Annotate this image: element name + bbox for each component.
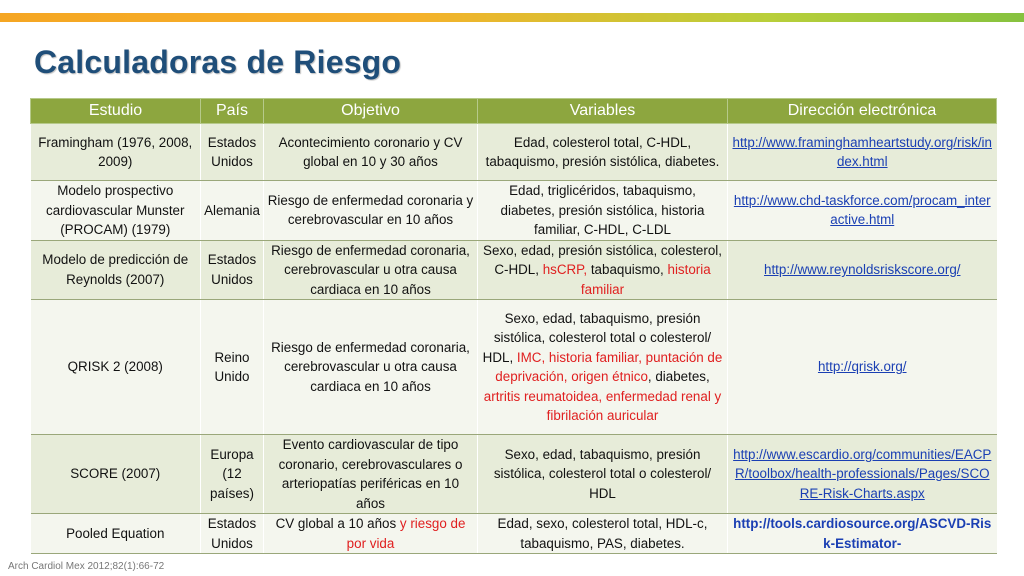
header-direccion: Dirección electrónica [728,99,997,124]
table-row [31,300,997,435]
cell-url [728,514,997,554]
cell-url [728,300,997,435]
variables-new-text: IMC, historia familiar, puntación de deprivación, origen étnico [495,349,723,384]
cell-variables: Edad, triglicéridos, tabaquismo, diabetes, presión sistólica, historia familiar, C-HDL, C-LDL [478,181,728,241]
header-variables: Variables [478,99,728,124]
citation-footer: Arch Cardiol Mex 2012;82(1):66-72 [8,561,165,572]
variables-text: Sexo, edad, presión sistólica, colesterol, C-HDL, [483,242,722,277]
cell-objetivo: Riesgo de enfermedad coronaria, cerebrovascular u otra causa cardiaca en 10 años [264,240,478,300]
cell-variables: Edad, colesterol total, C-HDL, tabaquismo, presión sistólica, diabetes. [478,124,728,181]
cell-estudio: Pooled Equation [31,514,201,554]
url-link-pooled[interactable]: http://tools.cardiosource.org/ASCVD-Risk-Estimator- [733,516,992,551]
url-link-score[interactable]: http://www.escardio.org/communities/EACPR/toolbox/health-professionals/Pages/SCORE-Risk-Charts.aspx [733,446,992,501]
cell-variables: Edad, sexo, colesterol total, HDL-c, tabaquismo, PAS, diabetes. [478,514,728,554]
objetivo-text: CV global a 10 años [275,516,400,531]
cell-estudio: QRISK 2 (2008) [31,300,201,435]
variables-new-text: historia familiar [580,262,711,297]
cell-url [728,240,997,300]
header-estudio: Estudio [31,99,201,124]
cell-objetivo: Riesgo de enfermedad coronaria, cerebrovascular u otra causa cardiaca en 10 años [264,300,478,435]
cell-variables: Sexo, edad, tabaquismo, presión sistólica, colesterol total o colesterol/ HDL [478,435,728,514]
variables-new-text: hsCRP, [542,262,588,277]
cell-estudio: Modelo prospectivo cardiovascular Munster (PROCAM) (1979) [31,181,201,241]
header-pais: País [201,99,264,124]
cell-url [728,181,997,241]
cell-pais: Estados Unidos [201,514,264,554]
table-row [31,124,997,181]
cell-estudio: Framingham (1976, 2008, 2009) [31,124,201,181]
variables-text: , diabetes, [647,369,710,384]
cell-objetivo: Riesgo de enfermedad coronaria y cerebrovascular en 10 años [264,181,478,241]
objetivo-new-text: y riesgo de por vida [346,516,466,551]
cell-pais: Estados Unidos [201,240,264,300]
cell-estudio: SCORE (2007) [31,435,201,514]
cell-estudio: Modelo de predicción de Reynolds (2007) [31,240,201,300]
cell-objetivo [264,514,478,554]
cell-pais: Reino Unido [201,300,264,435]
cell-url [728,124,997,181]
url-link-reynolds[interactable]: http://www.reynoldsriskscore.org/ [764,262,961,277]
top-accent-bar [0,13,1024,22]
url-link-qrisk[interactable]: http://qrisk.org/ [817,359,907,375]
table-header-row [31,99,997,124]
variables-new-text: artritis reumatoidea, enfermedad renal y fibrilación auricular [483,388,722,423]
cell-objetivo: Evento cardiovascular de tipo coronario, cerebrovasculares o arteriopatías periféricas en 10 años [264,435,478,514]
cell-pais: Alemania [201,181,264,241]
cell-pais: Estados Unidos [201,124,264,181]
page-title: Calculadoras de Riesgo [34,44,402,80]
variables-text: tabaquismo, [587,262,668,277]
cell-variables [478,300,728,435]
cell-objetivo: Acontecimiento coronario y CV global en 10 y 30 años [264,124,478,181]
table-row [31,435,997,514]
table-row [31,240,997,300]
table-row [31,514,997,554]
cell-pais: Europa (12 países) [201,435,264,514]
url-link-framingham[interactable]: http://www.framinghamheartstudy.org/risk/index.html [732,134,992,169]
cell-url [728,435,997,514]
cell-variables [478,240,728,300]
url-link-procam[interactable]: http://www.chd-taskforce.com/procam_interactive.html [733,192,991,228]
risk-calculators-table [30,98,997,554]
variables-text: Sexo, edad, tabaquismo, presión sistólica, colesterol total o colesterol/ HDL, [482,310,712,365]
table-row [31,181,997,241]
header-objetivo: Objetivo [264,99,478,124]
